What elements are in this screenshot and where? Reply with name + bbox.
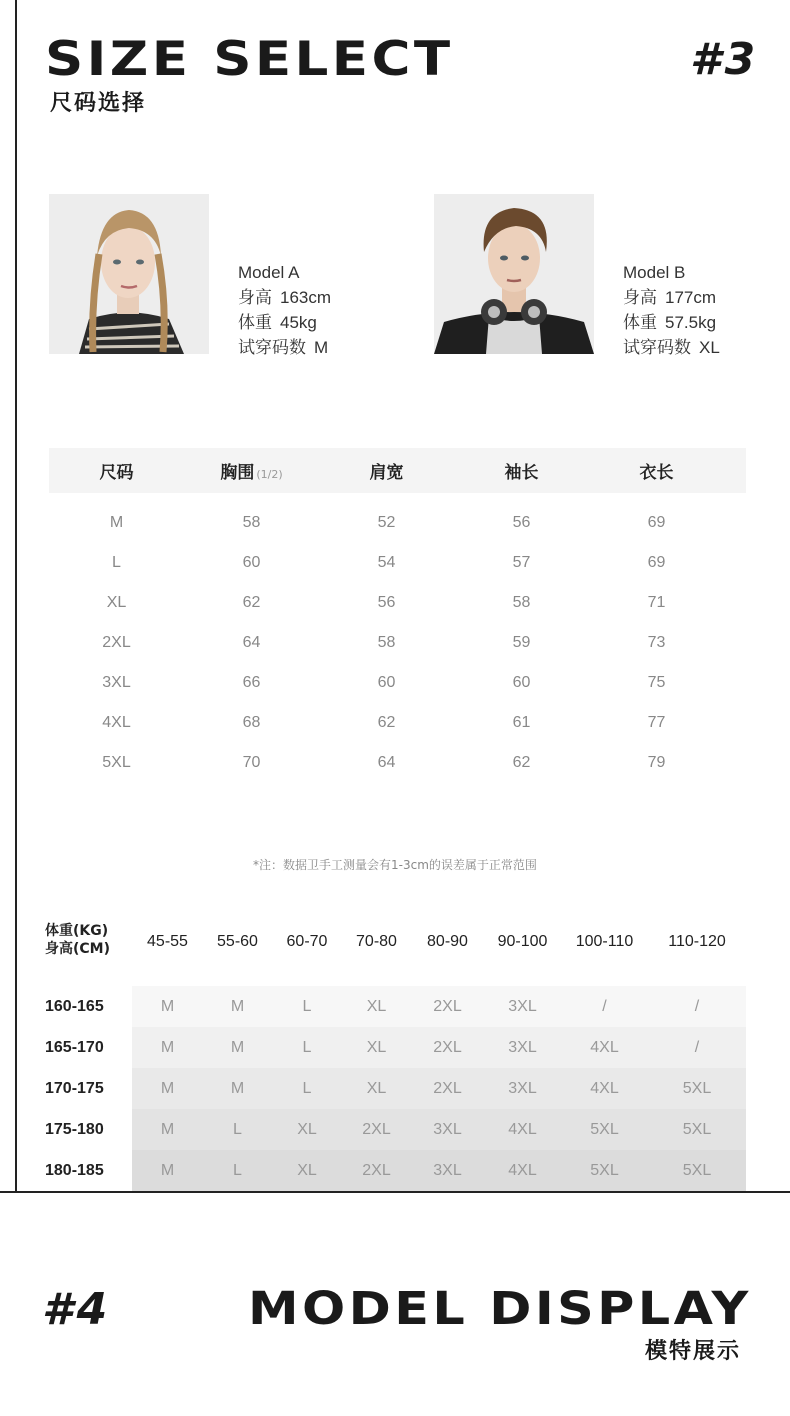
axis-height-label: 身高(CM) [45,941,111,957]
model-b-size: XL [699,338,720,357]
weight-range-header: 80-90 [427,933,468,950]
model-a-size: M [314,338,329,357]
section4-subtitle: 模特展示 [645,1339,742,1364]
header-sleeve: 袖长 [504,463,539,483]
recommendation-cells [132,1068,746,1109]
recommended-size-cell: M [160,1038,175,1056]
header-size: 尺码 [99,463,134,483]
recommended-size-cell: XL [297,1161,317,1179]
recommended-size-cell: 2XL [362,1120,391,1138]
table-cell: 54 [377,554,396,571]
section3-subtitle: 尺码选择 [50,91,147,116]
recommendation-row [45,1150,746,1191]
table-cell: L [112,554,121,571]
size-table-body [49,493,746,783]
table-row [49,503,746,543]
model-a-height: 163cm [280,288,332,307]
recommended-size-cell: / [602,997,607,1015]
recommendation-cells [132,1150,746,1191]
table-cell: 68 [242,714,261,731]
table-row [49,663,746,703]
table-cell: 56 [377,594,396,611]
recommendation-body [45,986,746,1191]
recommended-size-cell: M [230,1079,245,1097]
table-cell: 71 [647,594,666,611]
model-b-name: Model B [623,263,686,282]
recommended-size-cell: L [302,1079,312,1097]
header-shoulder: 肩宽 [369,463,404,483]
table-cell: 58 [242,514,261,531]
height-range-label: 165-170 [45,1038,104,1056]
table-cell: 64 [377,754,396,771]
recommended-size-cell: M [230,1038,245,1056]
recommended-size-cell: M [230,997,245,1015]
table-cell: 60 [512,674,531,691]
size-recommendation-grid [45,922,746,1179]
weight-label: 体重 [623,313,657,332]
frame-horizontal-line [0,1191,790,1193]
table-cell: 79 [647,754,666,771]
recommendation-header [45,922,746,962]
recommended-size-cell: XL [366,1038,387,1056]
axis-labels [45,922,132,958]
table-cell: 5XL [102,754,131,771]
recommendation-row [45,986,746,1027]
recommended-size-cell: 5XL [590,1161,619,1179]
recommendation-cells [132,986,746,1027]
header-chest-label: 胸围 [220,463,255,483]
recommended-size-cell: XL [297,1120,317,1138]
recommended-size-cell: M [160,1120,175,1138]
recommended-size-cell: 3XL [508,1079,537,1097]
table-cell: M [109,514,124,531]
section3-number: #3 [690,34,760,85]
weight-range-header: 60-70 [286,933,328,950]
recommended-size-cell: M [160,997,175,1015]
table-cell: 64 [242,634,261,651]
model-a-info [238,260,331,360]
recommended-size-cell: / [694,1038,700,1056]
table-cell: 59 [512,634,531,651]
weight-range-header: 110-120 [668,933,726,950]
table-row [49,623,746,663]
tried-size-label: 试穿码数 [238,338,306,357]
table-row [49,703,746,743]
recommended-size-cell: 2XL [362,1161,391,1179]
table-row [49,583,746,623]
recommended-size-cell: 4XL [508,1161,537,1179]
recommendation-cells [132,1027,746,1068]
frame-vertical-line [15,0,17,1193]
table-cell: 75 [647,674,666,691]
table-cell: 3XL [102,674,131,691]
section4-number: #4 [42,1284,112,1335]
height-label: 身高 [623,288,657,307]
recommended-size-cell: L [302,1038,312,1056]
table-cell: 4XL [102,714,131,731]
recommended-size-cell: 4XL [508,1120,537,1138]
recommended-size-cell: XL [366,1079,387,1097]
section3-title: SIZE SELECT [45,32,454,87]
header-chest-note: (1/2) [256,468,283,481]
weight-range-header: 45-55 [147,933,188,950]
table-cell: 69 [647,514,666,531]
recommended-size-cell: 5XL [590,1120,619,1138]
recommended-size-cell: 5XL [682,1120,712,1138]
height-range-label: 170-175 [45,1079,104,1097]
recommended-size-cell: 2XL [433,1079,462,1097]
recommendation-row [45,1109,746,1150]
table-cell: 58 [512,594,531,611]
tried-size-label: 试穿码数 [623,338,691,357]
header-chest [184,458,319,483]
recommended-size-cell: 5XL [682,1079,712,1097]
model-b-height: 177cm [665,288,717,307]
recommended-size-cell: 5XL [682,1161,712,1179]
recommended-size-cell: 3XL [433,1120,462,1138]
measurement-note: *注：数据卫手工测量会有1-3cm的误差属于正常范围 [253,858,537,872]
height-range-label: 160-165 [45,997,104,1015]
weight-label: 体重 [238,313,272,332]
model-b-weight: 57.5kg [665,313,717,332]
table-cell: 60 [242,554,261,571]
table-cell: 56 [512,514,531,531]
recommended-size-cell: L [302,997,312,1015]
size-table [49,448,746,783]
table-cell: 66 [242,674,261,691]
table-cell: 60 [377,674,396,691]
model-a-photo [49,194,209,354]
recommended-size-cell: L [233,1161,242,1179]
table-cell: 69 [647,554,666,571]
model-b-photo [434,194,594,354]
table-cell: 58 [377,634,396,651]
table-cell: 2XL [102,634,131,651]
recommended-size-cell: 3XL [508,997,537,1015]
size-table-header [49,448,746,493]
table-cell: 57 [512,554,531,571]
table-cell: 52 [377,514,396,531]
table-row [49,543,746,583]
recommended-size-cell: 2XL [433,1038,462,1056]
model-a-name: Model A [238,263,300,282]
table-cell: 62 [242,594,261,611]
recommended-size-cell: 4XL [590,1038,619,1056]
table-cell: 61 [512,714,531,731]
table-cell: 62 [377,714,396,731]
height-label: 身高 [238,288,272,307]
model-a-weight: 45kg [280,313,317,332]
weight-range-header: 90-100 [497,933,548,950]
recommended-size-cell: 3XL [508,1038,537,1056]
table-cell: XL [106,594,127,611]
table-cell: 77 [647,714,666,731]
recommended-size-cell: XL [366,997,387,1015]
weight-range-header: 55-60 [217,933,258,950]
table-cell: 70 [242,754,261,771]
table-cell: 73 [647,634,666,651]
table-row [49,743,746,783]
recommendation-row [45,1068,746,1109]
recommendation-row [45,1027,746,1068]
recommended-size-cell: 4XL [590,1079,619,1097]
table-cell: 62 [512,754,531,771]
axis-weight-label: 体重(KG) [45,923,109,939]
height-range-label: 180-185 [45,1161,104,1179]
recommendation-cells [132,1109,746,1150]
recommended-size-cell: M [160,1079,175,1097]
weight-range-header: 100-110 [575,933,634,950]
weight-range-headers [132,922,746,962]
recommended-size-cell: / [694,997,700,1015]
recommended-size-cell: L [233,1120,242,1138]
section4-title: MODEL DISPLAY [248,1282,752,1335]
model-b-info [623,260,720,360]
height-range-label: 175-180 [45,1120,104,1138]
recommended-size-cell: M [160,1161,175,1179]
header-length: 衣长 [639,463,674,483]
recommended-size-cell: 3XL [433,1161,462,1179]
weight-range-header: 70-80 [356,933,397,950]
recommended-size-cell: 2XL [433,997,462,1015]
